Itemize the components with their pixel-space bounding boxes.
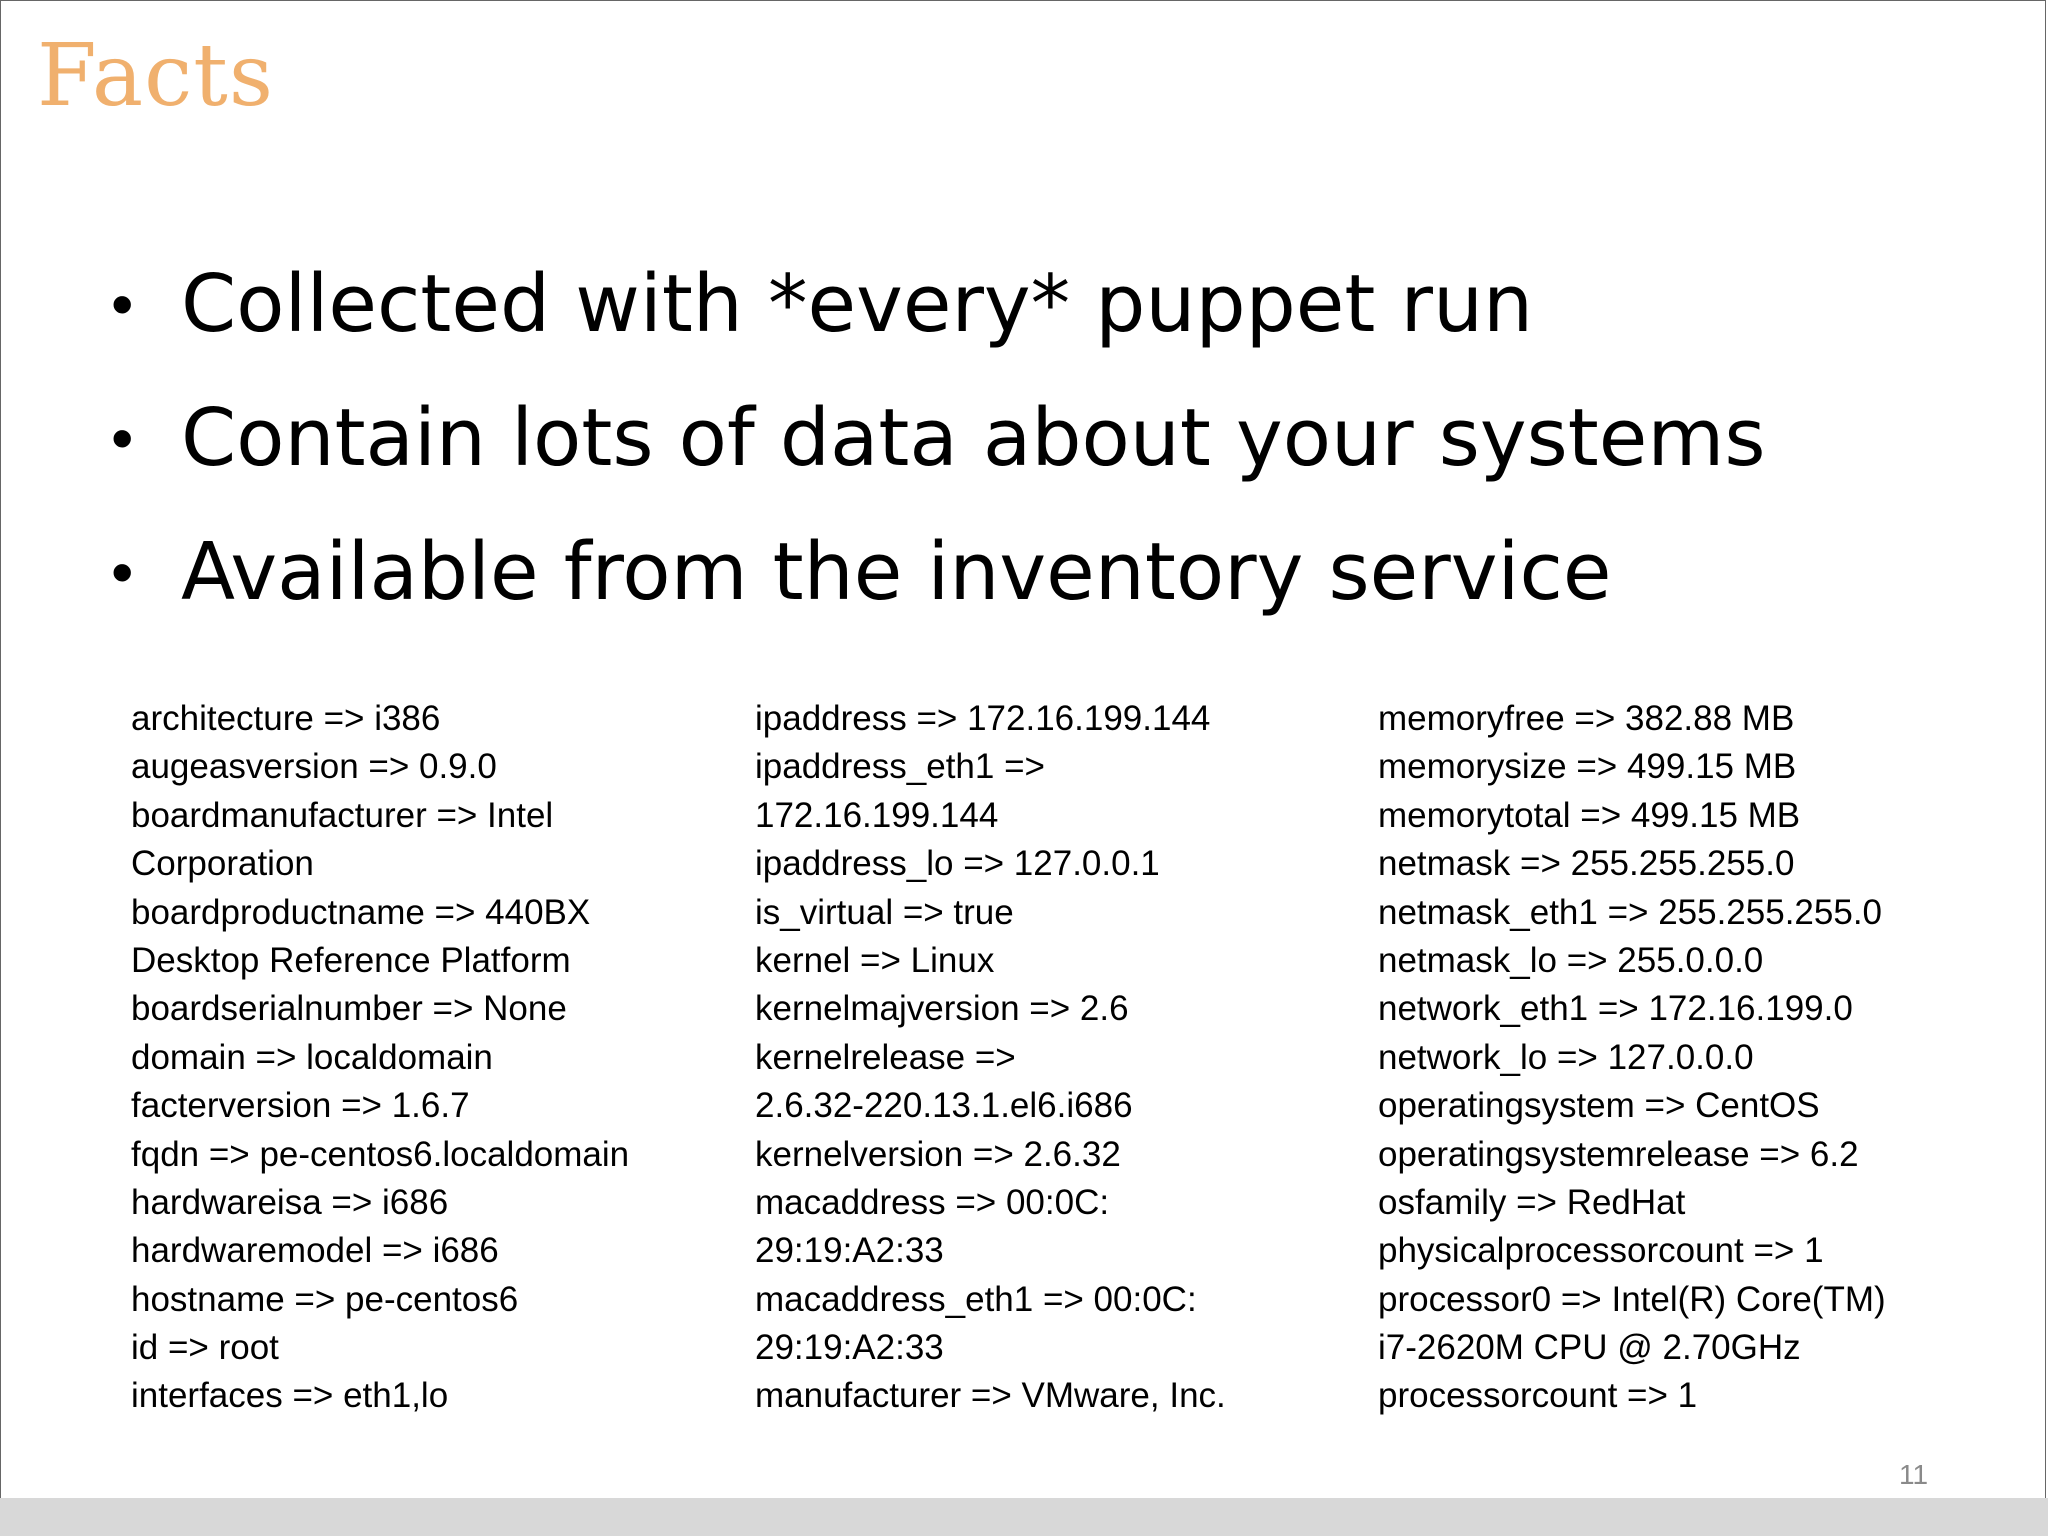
slide-title: Facts bbox=[37, 26, 274, 126]
fact-line: Desktop Reference Platform bbox=[131, 940, 571, 980]
fact-line: operatingsystem => CentOS bbox=[1378, 1086, 1820, 1126]
fact-line: domain => localdomain bbox=[131, 1037, 493, 1077]
fact-line: ipaddress_eth1 => bbox=[755, 747, 1045, 787]
fact-line: ipaddress_lo => 127.0.0.1 bbox=[755, 844, 1160, 884]
fact-line: osfamily => RedHat bbox=[1378, 1182, 1686, 1222]
fact-line: physicalprocessorcount => 1 bbox=[1378, 1231, 1824, 1271]
fact-line: ipaddress => 172.16.199.144 bbox=[755, 699, 1211, 738]
bottom-band bbox=[0, 1498, 2048, 1536]
page-number: 11 bbox=[1899, 1459, 1929, 1490]
fact-line: macaddress_eth1 => 00:0C: bbox=[755, 1279, 1197, 1319]
fact-line: kernelversion => 2.6.32 bbox=[755, 1134, 1121, 1174]
fact-line: processorcount => 1 bbox=[1378, 1376, 1698, 1416]
fact-line: Corporation bbox=[131, 844, 314, 884]
fact-line: operatingsystemrelease => 6.2 bbox=[1378, 1134, 1859, 1174]
bullet-item bbox=[111, 237, 1765, 371]
facts-columns bbox=[131, 695, 1931, 1415]
fact-line: fqdn => pe-centos6.localdomain bbox=[131, 1134, 630, 1174]
fact-line: facterversion => 1.6.7 bbox=[131, 1086, 470, 1126]
fact-line: is_virtual => true bbox=[755, 892, 1014, 932]
fact-line: augeasversion => 0.9.0 bbox=[131, 747, 497, 787]
bullet-marker: • bbox=[111, 268, 134, 340]
fact-line: boardproductname => 440BX bbox=[131, 892, 591, 932]
fact-column-1 bbox=[131, 695, 629, 1421]
fact-line: boardmanufacturer => Intel bbox=[131, 795, 554, 835]
bullet-text: Collected with *every* puppet run bbox=[181, 258, 1534, 350]
fact-line: hardwareisa => i686 bbox=[131, 1182, 449, 1222]
fact-column-2 bbox=[755, 695, 1226, 1421]
fact-line: netmask_lo => 255.0.0.0 bbox=[1378, 940, 1764, 980]
fact-line: kernelmajversion => 2.6 bbox=[755, 989, 1129, 1029]
fact-line: manufacturer => VMware, Inc. bbox=[755, 1376, 1226, 1416]
fact-line: i7-2620M CPU @ 2.70GHz bbox=[1378, 1328, 1801, 1368]
fact-line: processor0 => Intel(R) Core(TM) bbox=[1378, 1279, 1886, 1319]
fact-line: 29:19:A2:33 bbox=[755, 1328, 944, 1368]
fact-line: memorytotal => 499.15 MB bbox=[1378, 795, 1801, 835]
bullet-list bbox=[111, 237, 1765, 639]
fact-line: 2.6.32-220.13.1.el6.i686 bbox=[755, 1086, 1133, 1126]
fact-line: interfaces => eth1,lo bbox=[131, 1376, 449, 1416]
bullet-item bbox=[111, 371, 1765, 505]
bullet-text: Contain lots of data about your systems bbox=[181, 392, 1766, 484]
fact-line: netmask => 255.255.255.0 bbox=[1378, 844, 1795, 884]
fact-line: hardwaremodel => i686 bbox=[131, 1231, 499, 1271]
fact-line: 172.16.199.144 bbox=[755, 795, 999, 835]
fact-line: architecture => i386 bbox=[131, 699, 441, 738]
bullet-marker: • bbox=[111, 402, 134, 474]
fact-line: netmask_eth1 => 255.255.255.0 bbox=[1378, 892, 1883, 932]
fact-line: memoryfree => 382.88 MB bbox=[1378, 699, 1795, 738]
bullet-marker: • bbox=[111, 536, 134, 608]
bullet-item bbox=[111, 505, 1765, 639]
fact-line: network_eth1 => 172.16.199.0 bbox=[1378, 989, 1853, 1029]
fact-line: kernel => Linux bbox=[755, 940, 995, 980]
fact-line: 29:19:A2:33 bbox=[755, 1231, 944, 1271]
fact-line: memorysize => 499.15 MB bbox=[1378, 747, 1797, 787]
bullet-text: Available from the inventory service bbox=[181, 526, 1612, 618]
fact-line: kernelrelease => bbox=[755, 1037, 1016, 1077]
fact-line: boardserialnumber => None bbox=[131, 989, 567, 1029]
fact-line: macaddress => 00:0C: bbox=[755, 1182, 1110, 1222]
fact-line: id => root bbox=[131, 1328, 279, 1368]
fact-line: hostname => pe-centos6 bbox=[131, 1279, 519, 1319]
fact-line: network_lo => 127.0.0.0 bbox=[1378, 1037, 1754, 1077]
fact-column-3 bbox=[1378, 695, 1886, 1421]
